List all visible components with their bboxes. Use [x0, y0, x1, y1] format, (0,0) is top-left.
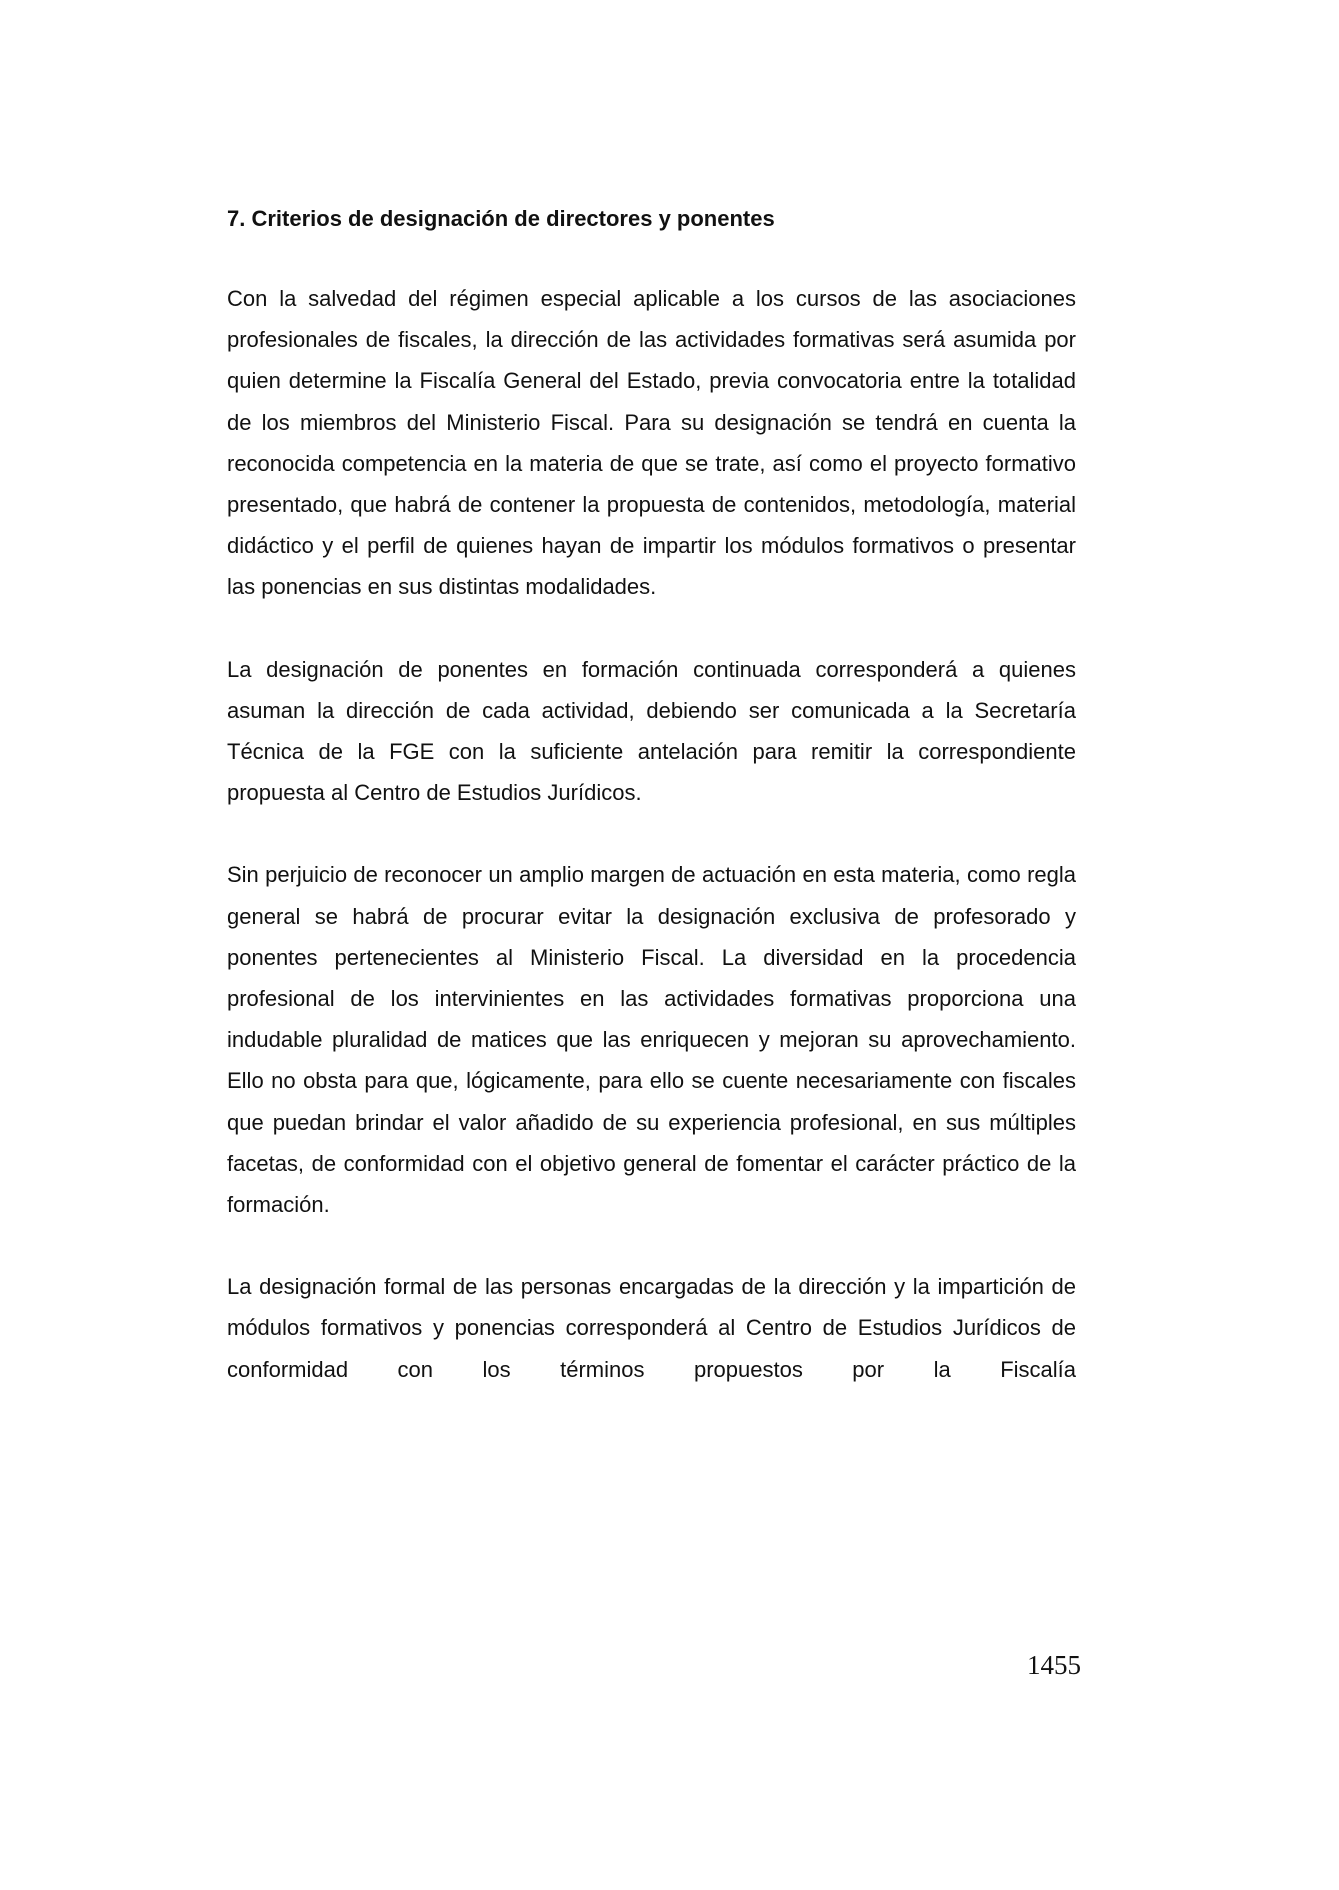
paragraph-diversity: Sin perjuicio de reconocer un amplio margen de actuación en esta materia, como regla general se habrá de procurar evitar la designación exclusiva de profesorado y ponentes pertenecientes al Ministerio Fiscal. La diversidad en la procedencia profesional de los intervinientes en las actividades formativas proporciona una indudable pluralidad de matices que las enriquecen y mejoran su aprovechamiento. Ello no obsta para que, lógicamente, para ello se cuente necesariamente con fiscales que puedan brindar el valor añadido de su experiencia profesional, en sus múltiples facetas, de conformidad con el objetivo general de fomentar el carácter práctico de la formación. [227, 862, 1076, 1218]
page-number: 1455 [1027, 1650, 1081, 1680]
paragraph-direction: Con la salvedad del régimen especial aplicable a los cursos de las asociaciones profesionales de fiscales, la dirección de las actividades formativas será asumida por quien determine la Fiscalía General del Estado, previa convocatoria entre la totalidad de los miembros del Ministerio Fiscal. Para su designación se tendrá en cuenta la reconocida competencia en la materia de que se trate, así como el proyecto formativo presentado, que habrá de contener la propuesta de contenidos, metodología, material didáctico y el perfil de quienes hayan de impartir los módulos formativos o presentar las ponencias en sus distintas modalidades. [227, 286, 1076, 600]
document-body [227, 198, 1076, 1390]
paragraph-formal-designation: La designación formal de las personas encargadas de la dirección y la impartición de módulos formativos y ponencias corresponderá al Centro de Estudios Jurídicos de conformidad con los términos propuestos por la Fiscalía [227, 1274, 1076, 1382]
section-heading: 7. Criterios de designación de directores y ponentes [227, 206, 775, 231]
paragraph-speakers: La designación de ponentes en formación continuada corresponderá a quienes asuman la dirección de cada actividad, debiendo ser comunicada a la Secretaría Técnica de la FGE con la suficiente antelación para remitir la correspondiente propuesta al Centro de Estudios Jurídicos. [227, 656, 1076, 806]
